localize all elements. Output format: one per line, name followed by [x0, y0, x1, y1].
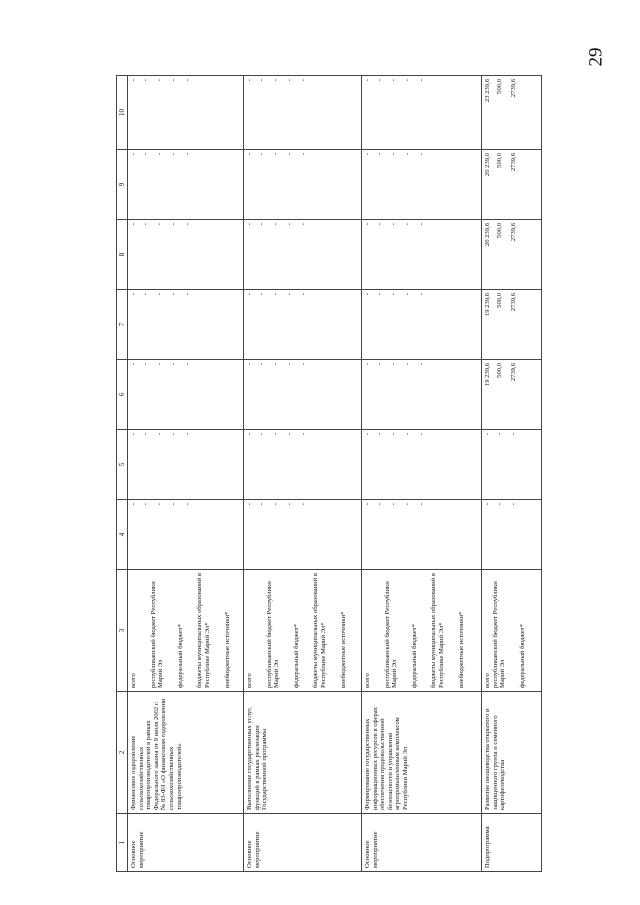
source-federal: федеральный бюджет*	[176, 624, 184, 688]
source-offbudget: внебюджетные источники*	[339, 611, 347, 688]
values-col-4: - - - - -	[244, 500, 362, 570]
col-6-header: 6	[117, 360, 128, 430]
values-col-9: - - - - -	[244, 150, 362, 220]
values-col-4: - - -	[482, 500, 542, 570]
rotated-sheet	[116, 76, 526, 872]
source-republic: республиканский бюджет Республики Марий Эл	[149, 581, 165, 688]
col-2-header: 2	[117, 692, 128, 814]
program-finance-table	[116, 75, 542, 872]
table-row	[244, 76, 362, 872]
source-offbudget: внебюджетные источники*	[457, 611, 465, 688]
source-list	[482, 570, 542, 692]
source-federal: федеральный бюджет*	[410, 624, 418, 688]
col-8-header: 8	[117, 220, 128, 290]
values-col-5: - - -	[482, 430, 542, 500]
source-total: всего	[364, 673, 371, 688]
source-list	[362, 570, 482, 692]
source-federal: федеральный бюджет*	[518, 624, 526, 688]
table-row	[362, 76, 482, 872]
row-type: Основное мероприятие	[362, 814, 482, 872]
source-total: всего	[246, 673, 253, 688]
column-number-row	[117, 76, 128, 872]
values-col-6: - - - - -	[244, 360, 362, 430]
values-col-4: - - - - -	[362, 500, 482, 570]
values-col-7: - - - - -	[362, 290, 482, 360]
source-municipal: бюджеты муниципальных образований в Республике Марий Эл*	[430, 573, 445, 688]
source-total: всего	[484, 673, 491, 688]
values-col-8: - - - - -	[362, 220, 482, 290]
source-federal: федеральный бюджет*	[292, 624, 300, 688]
col-10-header: 10	[117, 76, 128, 150]
col-7-header: 7	[117, 290, 128, 360]
table-row	[482, 76, 542, 872]
values-col-4: - - - - -	[128, 500, 244, 570]
col-9-header: 9	[117, 150, 128, 220]
page-number: 29	[585, 47, 607, 67]
values-col-5: - - - - -	[128, 430, 244, 500]
table-container	[116, 76, 526, 872]
values-col-9: - - - - -	[362, 150, 482, 220]
source-list	[128, 570, 244, 692]
row-name: Развитие овощеводства открытого и защищенного грунта и семенного картофелеводства	[482, 692, 542, 814]
row-name: Финансовое оздоровление сельскохозяйственных товаропроизводителей в рамках Федерального закона от 9 июля 2002 г. № 83-ФЗ «О финансовом оздоровлении сельскохозяйственных товаропроизводителей»	[128, 692, 244, 814]
values-col-9: 20 239,0 500,0 2739,6	[482, 150, 542, 220]
col-1-header: 1	[117, 814, 128, 872]
source-republic: республиканский бюджет Республики Марий Эл	[265, 581, 281, 688]
source-republic: республиканский бюджет Республики Марий Эл	[383, 581, 399, 688]
col-3-header: 3	[117, 570, 128, 692]
col-4-header: 4	[117, 500, 128, 570]
source-municipal: бюджеты муниципальных образований в Республике Марий Эл*	[312, 573, 327, 688]
source-total: всего	[130, 673, 137, 688]
values-col-10: - - - - -	[362, 76, 482, 150]
values-col-6: - - - - -	[128, 360, 244, 430]
source-list	[244, 570, 362, 692]
source-republic: республиканский бюджет Республики Марий Эл	[491, 581, 507, 688]
values-col-5: - - - - -	[244, 430, 362, 500]
table-row	[128, 76, 244, 872]
values-col-10: - - - - -	[128, 76, 244, 150]
values-col-8: - - - - -	[128, 220, 244, 290]
row-type: Основное мероприятие	[244, 814, 362, 872]
source-offbudget: внебюджетные источники*	[223, 611, 231, 688]
col-5-header: 5	[117, 430, 128, 500]
row-type: Основное мероприятие	[128, 814, 244, 872]
values-col-9: - - - - -	[128, 150, 244, 220]
values-col-5: - - - - -	[362, 430, 482, 500]
values-col-8: 20 239,6 500,0 2739,6	[482, 220, 542, 290]
values-col-6: - - - - -	[362, 360, 482, 430]
values-col-7: - - - - -	[128, 290, 244, 360]
row-name: Выполнение государственных услуг, функций в рамках реализации Государственной программы	[244, 692, 362, 814]
values-col-10: 23 239,6 500,0 2739,6	[482, 76, 542, 150]
row-type: Подпрограмма	[482, 814, 542, 872]
row-name: Формирование государственных информационных ресурсов в сферах обеспечения продовольственной безопасности и управления агропромышленным комплексом Республики Марий Эл	[362, 692, 482, 814]
values-col-7: 19 239,6 500,0 2739,6	[482, 290, 542, 360]
values-col-7: - - - - -	[244, 290, 362, 360]
values-col-8: - - - - -	[244, 220, 362, 290]
values-col-6: 19 239,6 500,0 2739,6	[482, 360, 542, 430]
source-municipal: бюджеты муниципальных образований в Республике Марий Эл*	[196, 573, 211, 688]
values-col-10: - - - - -	[244, 76, 362, 150]
